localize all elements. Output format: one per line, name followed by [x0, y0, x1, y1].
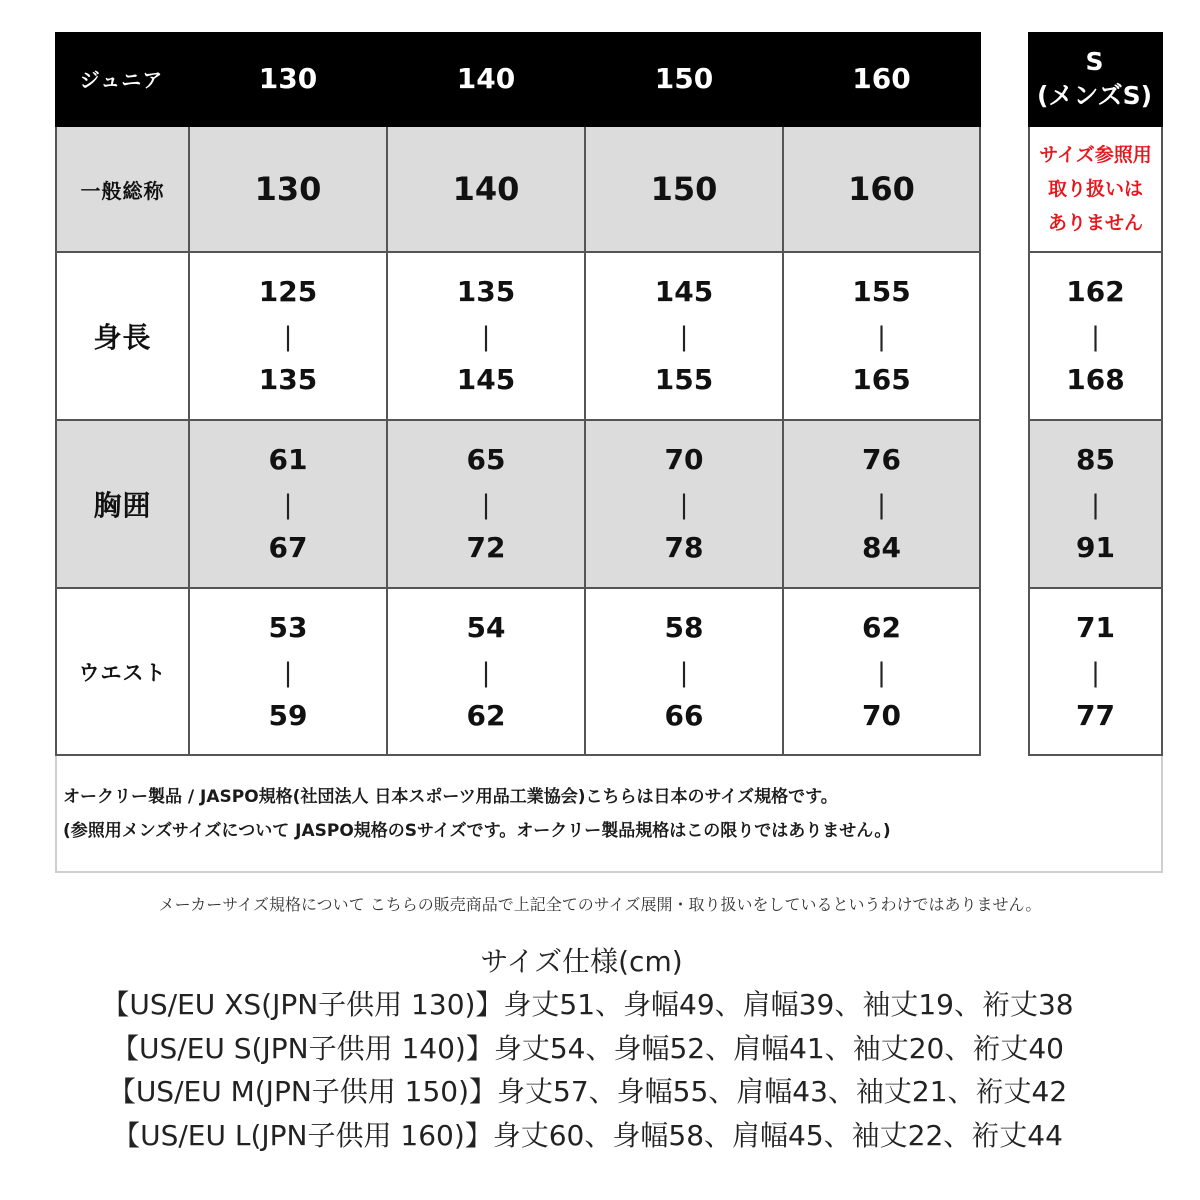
range-separator: | — [877, 322, 886, 352]
range-max: 66 — [664, 698, 704, 732]
header-mens-s-size: S — [1085, 46, 1104, 76]
range-min: 85 — [1076, 443, 1115, 476]
size-spec-line-xs: 【US/EU XS(JPN子供用 130)】身丈51、身幅49、肩幅39、袖丈19、裄丈38 — [101, 988, 1074, 1021]
column-gap — [981, 32, 1028, 127]
column-gap — [981, 589, 1028, 756]
range-min: 54 — [466, 610, 506, 644]
range-separator: | — [481, 322, 491, 352]
header-mens-s — [1028, 32, 1163, 127]
range-min: 162 — [1066, 275, 1125, 308]
jaspo-notes-box — [55, 756, 1163, 873]
range-separator: | — [1091, 490, 1100, 520]
chest-range-mens-s — [1028, 421, 1163, 589]
range-separator: | — [481, 490, 491, 520]
range-max: 72 — [466, 531, 506, 564]
chest-range-130 — [190, 421, 388, 589]
general-size-160: 160 — [784, 127, 981, 253]
header-size-150: 150 — [586, 32, 784, 127]
waist-range-mens-s — [1028, 589, 1163, 756]
range-separator: | — [679, 657, 689, 688]
chest-range-150 — [586, 421, 784, 589]
row-label-waist: ウエスト — [55, 589, 190, 756]
jaspo-note-line: オークリー製品 / JASPO規格(社団法人 日本スポーツ用品工業協会)こちらは日本のサイズ規格です。 — [63, 787, 838, 807]
size-spec-title: サイズ仕様(cm) — [480, 945, 683, 978]
height-range-140 — [388, 253, 586, 421]
range-max: 84 — [862, 531, 901, 564]
range-min: 53 — [268, 610, 308, 644]
range-max: 62 — [466, 698, 506, 732]
height-range-130 — [190, 253, 388, 421]
range-max: 70 — [862, 698, 901, 732]
range-separator: | — [283, 657, 293, 688]
range-separator: | — [877, 490, 886, 520]
range-min: 125 — [258, 275, 318, 308]
range-min: 76 — [862, 443, 901, 476]
range-max: 165 — [852, 363, 911, 396]
range-separator: | — [283, 322, 293, 352]
mens-size-note-line: (参照用メンズサイズについて JASPO規格のSサイズです。オークリー製品規格はこの限りではありません。) — [63, 821, 891, 841]
row-label-height: 身長 — [55, 253, 190, 421]
range-max: 78 — [664, 531, 704, 564]
mens-s-reference-note — [1028, 127, 1163, 253]
general-size-140: 140 — [388, 127, 586, 253]
chest-range-160 — [784, 421, 981, 589]
size-spec-line-s: 【US/EU S(JPN子供用 140)】身丈54、身幅52、肩幅41、袖丈20、裄丈40 — [111, 1031, 1064, 1065]
waist-range-150 — [586, 589, 784, 756]
chest-range-140 — [388, 421, 586, 589]
range-min: 62 — [862, 610, 901, 644]
range-min: 70 — [664, 443, 704, 476]
column-gap — [981, 253, 1028, 421]
height-range-mens-s — [1028, 253, 1163, 421]
waist-range-160 — [784, 589, 981, 756]
general-size-150: 150 — [586, 127, 784, 253]
range-separator: | — [679, 322, 689, 352]
range-max: 135 — [258, 363, 318, 396]
waist-range-140 — [388, 589, 586, 756]
general-size-130: 130 — [190, 127, 388, 253]
range-separator: | — [1091, 322, 1100, 352]
range-min: 61 — [268, 443, 308, 476]
header-size-160: 160 — [784, 32, 981, 127]
range-separator: | — [877, 657, 886, 688]
header-size-140: 140 — [388, 32, 586, 127]
header-mens-s-sub: (メンズS) — [1036, 80, 1153, 110]
header-size-130: 130 — [190, 32, 388, 127]
range-min: 145 — [654, 275, 714, 308]
range-min: 135 — [456, 275, 516, 308]
range-min: 155 — [852, 275, 911, 308]
range-min: 58 — [664, 610, 704, 644]
range-max: 91 — [1076, 531, 1115, 564]
range-max: 59 — [268, 698, 308, 732]
size-table — [55, 32, 1163, 756]
range-separator: | — [283, 490, 293, 520]
column-gap — [981, 421, 1028, 589]
height-range-160 — [784, 253, 981, 421]
waist-range-130 — [190, 589, 388, 756]
column-gap — [981, 127, 1028, 253]
range-max: 77 — [1076, 698, 1115, 732]
maker-size-note: メーカーサイズ規格について こちらの販売商品で上記全てのサイズ展開・取り扱いをしているというわけではありません。 — [158, 895, 1042, 914]
range-max: 155 — [654, 363, 714, 396]
size-spec-line-m: 【US/EU M(JPN子供用 150)】身丈57、身幅55、肩幅43、袖丈21、裄丈42 — [107, 1075, 1068, 1108]
range-separator: | — [679, 490, 689, 520]
reference-note-line: ありません — [1047, 212, 1143, 235]
size-spec-list — [0, 983, 1175, 1157]
reference-note-line: サイズ参照用 — [1039, 143, 1152, 166]
row-label-general: 一般総称 — [55, 127, 190, 253]
reference-note-line: 取り扱いは — [1047, 177, 1143, 200]
range-min: 65 — [466, 443, 506, 476]
height-range-150 — [586, 253, 784, 421]
range-max: 168 — [1066, 363, 1125, 396]
range-separator: | — [1091, 657, 1100, 688]
header-junior-label: ジュニア — [55, 32, 190, 127]
range-min: 71 — [1076, 610, 1115, 644]
range-max: 67 — [268, 531, 308, 564]
size-spec-line-l: 【US/EU L(JPN子供用 160)】身丈60、身幅58、肩幅45、袖丈22、裄丈44 — [112, 1118, 1063, 1152]
range-separator: | — [481, 657, 491, 688]
row-label-chest: 胸囲 — [55, 421, 190, 589]
range-max: 145 — [456, 363, 516, 396]
